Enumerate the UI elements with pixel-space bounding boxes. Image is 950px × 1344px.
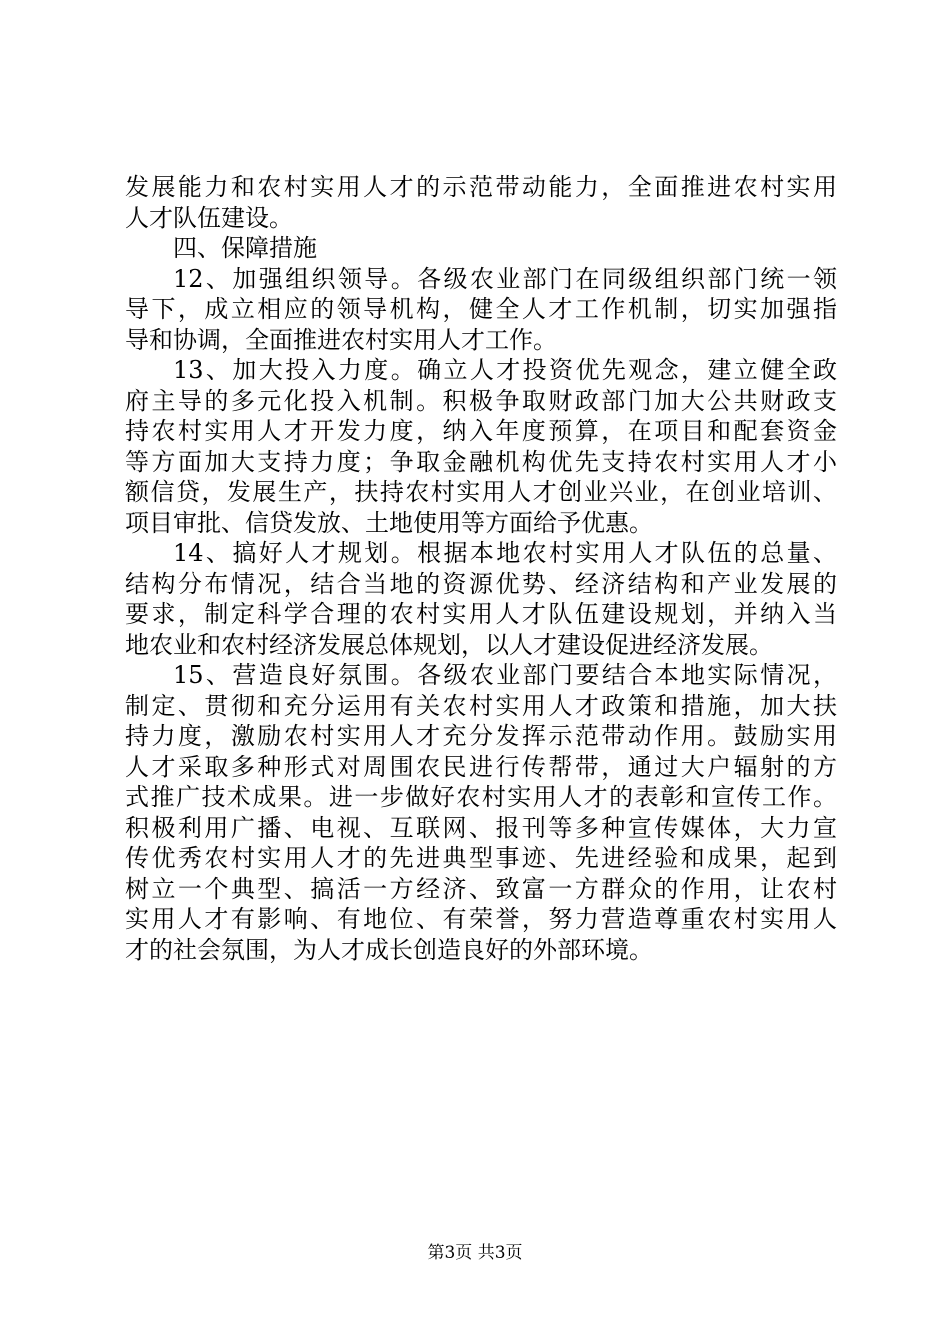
text-line: 项目审批、信贷发放、土地使用等方面给予优惠。 — [125, 508, 653, 537]
text-line: 12、加强组织领导。各级农业部门在同级组织部门统一领 — [173, 264, 837, 293]
text-line: 才的社会氛围，为人才成长创造良好的外部环境。 — [125, 935, 653, 964]
text-line: 结构分布情况，结合当地的资源优势、经济结构和产业发展的 — [125, 569, 837, 598]
text-line: 式推广技术成果。进一步做好农村实用人才的表彰和宣传工作。 — [125, 783, 837, 811]
text-line: 传优秀农村实用人才的先进典型事迹、先进经验和成果，起到 — [125, 844, 837, 872]
text-line: 额信贷，发展生产，扶持农村实用人才创业兴业，在创业培训、 — [125, 478, 837, 506]
text-line: 发展能力和农村实用人才的示范带动能力，全面推进农村实用 — [125, 173, 837, 201]
text-line: 人才采取多种形式对周围农民进行传帮带，通过大户辐射的方 — [125, 752, 837, 781]
text-line: 14、搞好人才规划。根据本地农村实用人才队伍的总量、 — [173, 539, 837, 567]
document-body — [125, 172, 837, 965]
text-line: 15、营造良好氛围。各级农业部门要结合本地实际情况， — [173, 661, 837, 689]
text-line: 制定、贯彻和充分运用有关农村实用人才政策和措施，加大扶 — [125, 691, 837, 720]
text-line: 13、加大投入力度。确立人才投资优先观念，建立健全政 — [173, 356, 837, 384]
page-number: 第3页 共3页 — [427, 1243, 523, 1263]
page-footer — [0, 1242, 950, 1264]
text-line: 导下，成立相应的领导机构，健全人才工作机制，切实加强指 — [125, 295, 837, 323]
text-line: 地农业和农村经济发展总体规划，以人才建设促进经济发展。 — [125, 630, 773, 659]
text-line: 人才队伍建设。 — [125, 203, 293, 232]
text-line: 树立一个典型、搞活一方经济、致富一方群众的作用，让农村 — [125, 874, 837, 903]
text-line: 导和协调，全面推进农村实用人才工作。 — [125, 325, 557, 354]
text-line: 要求，制定科学合理的农村实用人才队伍建设规划，并纳入当 — [125, 600, 837, 628]
text-line: 持农村实用人才开发力度，纳入年度预算，在项目和配套资金 — [125, 417, 837, 445]
text-line: 四、保障措施 — [173, 234, 317, 262]
text-line: 持力度，激励农村实用人才充分发挥示范带动作用。鼓励实用 — [125, 722, 837, 750]
text-line: 等方面加大支持力度；争取金融机构优先支持农村实用人才小 — [125, 447, 837, 476]
text-line: 积极利用广播、电视、互联网、报刊等多种宣传媒体，大力宣 — [125, 813, 837, 842]
text-line: 府主导的多元化投入机制。积极争取财政部门加大公共财政支 — [125, 386, 837, 415]
text-line: 实用人才有影响、有地位、有荣誉，努力营造尊重农村实用人 — [125, 905, 837, 933]
